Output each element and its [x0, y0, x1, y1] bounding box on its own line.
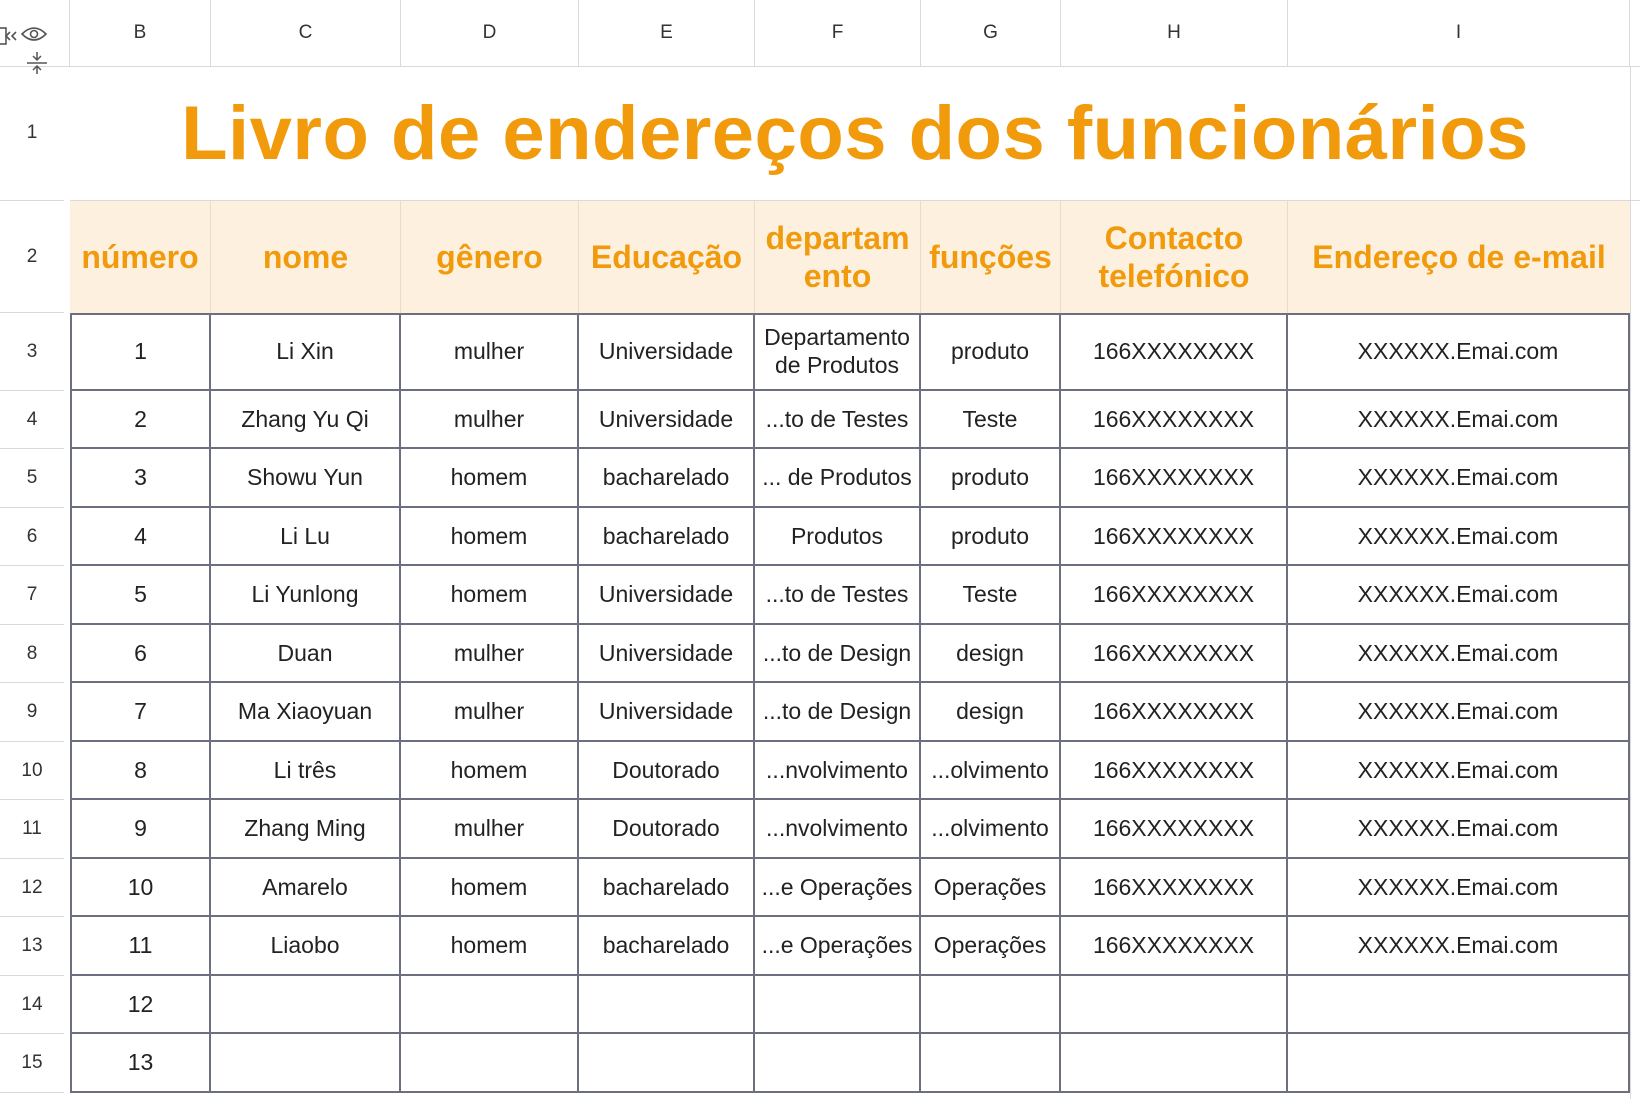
- header-cell-numero[interactable]: número: [70, 201, 211, 313]
- cell-funcoes[interactable]: ...olvimento: [921, 742, 1061, 800]
- row-header[interactable]: 3: [0, 313, 64, 391]
- cell-genero[interactable]: mulher: [401, 391, 579, 449]
- table-row: [70, 625, 1630, 683]
- cell-nome[interactable]: Amarelo: [211, 859, 401, 917]
- cell-contacto[interactable]: 166XXXXXXXX: [1061, 313, 1288, 391]
- sheet-title-cell[interactable]: Livro de endereços dos funcionários: [70, 66, 1640, 201]
- cell-educacao[interactable]: bacharelado: [579, 508, 755, 566]
- cell-email[interactable]: XXXXXX.Emai.com: [1288, 625, 1630, 683]
- cell-contacto[interactable]: [1061, 976, 1288, 1034]
- cell-numero[interactable]: 6: [70, 625, 211, 683]
- table-row: [70, 917, 1630, 976]
- cell-contacto[interactable]: 166XXXXXXXX: [1061, 859, 1288, 917]
- cell-genero[interactable]: homem: [401, 742, 579, 800]
- cell-email[interactable]: XXXXXX.Emai.com: [1288, 313, 1630, 391]
- cell-genero[interactable]: mulher: [401, 800, 579, 859]
- cell-contacto[interactable]: 166XXXXXXXX: [1061, 742, 1288, 800]
- row-header[interactable]: 5: [0, 449, 64, 508]
- cell-funcoes[interactable]: produto: [921, 449, 1061, 508]
- cell-departamento[interactable]: [755, 1034, 921, 1093]
- cell-nome[interactable]: [211, 976, 401, 1034]
- cell-departamento[interactable]: ...nvolvimento: [755, 800, 921, 859]
- header-cell-contacto[interactable]: Contacto telefónico: [1061, 201, 1288, 313]
- cell-educacao[interactable]: bacharelado: [579, 859, 755, 917]
- grid-edge: [1630, 66, 1640, 1099]
- cell-email[interactable]: XXXXXX.Emai.com: [1288, 859, 1630, 917]
- cell-genero[interactable]: mulher: [401, 625, 579, 683]
- cell-nome[interactable]: Li três: [211, 742, 401, 800]
- cell-educacao[interactable]: Universidade: [579, 625, 755, 683]
- cell-funcoes[interactable]: [921, 1034, 1061, 1093]
- cell-educacao[interactable]: Universidade: [579, 683, 755, 742]
- cell-funcoes[interactable]: Operações: [921, 917, 1061, 976]
- row-header[interactable]: 8: [0, 625, 64, 683]
- cell-email[interactable]: XXXXXX.Emai.com: [1288, 800, 1630, 859]
- table-row: [70, 391, 1630, 449]
- row-header[interactable]: 7: [0, 566, 64, 625]
- cell-email[interactable]: XXXXXX.Emai.com: [1288, 508, 1630, 566]
- cell-numero[interactable]: 11: [70, 917, 211, 976]
- cell-contacto[interactable]: [1061, 1034, 1288, 1093]
- eye-icon[interactable]: [20, 24, 48, 44]
- cell-email[interactable]: [1288, 976, 1630, 1034]
- cell-funcoes[interactable]: design: [921, 625, 1061, 683]
- table-row: [70, 976, 1630, 1034]
- cell-contacto[interactable]: 166XXXXXXXX: [1061, 566, 1288, 625]
- table-row: [70, 683, 1630, 742]
- cell-email[interactable]: XXXXXX.Emai.com: [1288, 917, 1630, 976]
- table-row: [70, 508, 1630, 566]
- cell-contacto[interactable]: 166XXXXXXXX: [1061, 625, 1288, 683]
- column-header-d[interactable]: D: [401, 0, 579, 66]
- header-cell-funcoes[interactable]: funções: [921, 201, 1061, 313]
- header-cell-departamento[interactable]: departam ento: [755, 201, 921, 313]
- cell-departamento[interactable]: ...to de Testes: [755, 566, 921, 625]
- cell-genero[interactable]: homem: [401, 449, 579, 508]
- table-header-row: [70, 201, 1630, 313]
- row-header[interactable]: 15: [0, 1034, 64, 1093]
- header-cell-educacao[interactable]: Educação: [579, 201, 755, 313]
- cell-departamento[interactable]: Departamento de Produtos: [755, 313, 921, 391]
- row-header[interactable]: 12: [0, 859, 64, 917]
- header-cell-genero[interactable]: gênero: [401, 201, 579, 313]
- cell-departamento[interactable]: ...to de Design: [755, 683, 921, 742]
- header-cell-nome[interactable]: nome: [211, 201, 401, 313]
- cell-nome[interactable]: Showu Yun: [211, 449, 401, 508]
- cell-funcoes[interactable]: ...olvimento: [921, 800, 1061, 859]
- cell-nome[interactable]: Zhang Yu Qi: [211, 391, 401, 449]
- cell-departamento[interactable]: ...to de Testes: [755, 391, 921, 449]
- cell-contacto[interactable]: 166XXXXXXXX: [1061, 917, 1288, 976]
- cell-genero[interactable]: mulher: [401, 683, 579, 742]
- cell-genero[interactable]: mulher: [401, 313, 579, 391]
- cell-contacto[interactable]: 166XXXXXXXX: [1061, 508, 1288, 566]
- cell-nome[interactable]: Duan: [211, 625, 401, 683]
- cell-funcoes[interactable]: [921, 976, 1061, 1034]
- cell-numero[interactable]: 9: [70, 800, 211, 859]
- cell-funcoes[interactable]: design: [921, 683, 1061, 742]
- freeze-columns-icon[interactable]: [0, 24, 20, 48]
- cell-contacto[interactable]: 166XXXXXXXX: [1061, 800, 1288, 859]
- cell-educacao[interactable]: Universidade: [579, 566, 755, 625]
- column-header-i[interactable]: I: [1288, 0, 1630, 66]
- cell-numero[interactable]: 2: [70, 391, 211, 449]
- cell-email[interactable]: XXXXXX.Emai.com: [1288, 449, 1630, 508]
- row-header[interactable]: 13: [0, 917, 64, 976]
- cell-email[interactable]: XXXXXX.Emai.com: [1288, 742, 1630, 800]
- table-row: [70, 742, 1630, 800]
- cell-numero[interactable]: 1: [70, 313, 211, 391]
- table-row: [70, 859, 1630, 917]
- cell-educacao[interactable]: Doutorado: [579, 800, 755, 859]
- column-header-f[interactable]: F: [755, 0, 921, 66]
- header-cell-email[interactable]: Endereço de e-mail: [1312, 239, 1606, 275]
- cell-nome[interactable]: Ma Xiaoyuan: [211, 683, 401, 742]
- row-header[interactable]: 10: [0, 742, 64, 800]
- cell-educacao[interactable]: Universidade: [579, 313, 755, 391]
- cell-educacao[interactable]: [579, 1034, 755, 1093]
- row-header[interactable]: 4: [0, 391, 64, 449]
- cell-departamento[interactable]: ... de Produtos: [755, 449, 921, 508]
- cell-departamento[interactable]: ...nvolvimento: [755, 742, 921, 800]
- cell-genero[interactable]: homem: [401, 917, 579, 976]
- cell-funcoes[interactable]: Operações: [921, 859, 1061, 917]
- select-all-corner[interactable]: [0, 0, 70, 66]
- cell-nome[interactable]: Li Lu: [211, 508, 401, 566]
- cell-contacto[interactable]: 166XXXXXXXX: [1061, 391, 1288, 449]
- cell-educacao[interactable]: bacharelado: [579, 449, 755, 508]
- cell-contacto[interactable]: 166XXXXXXXX: [1061, 683, 1288, 742]
- cell-genero[interactable]: [401, 976, 579, 1034]
- cell-genero[interactable]: homem: [401, 508, 579, 566]
- cell-email[interactable]: XXXXXX.Emai.com: [1288, 683, 1630, 742]
- cell-funcoes[interactable]: Teste: [921, 566, 1061, 625]
- cell-genero[interactable]: [401, 1034, 579, 1093]
- table-row: [70, 800, 1630, 859]
- cell-educacao[interactable]: [579, 976, 755, 1034]
- column-header-e[interactable]: E: [579, 0, 755, 66]
- cell-email[interactable]: [1288, 1034, 1630, 1093]
- row-header[interactable]: 11: [0, 800, 64, 859]
- cell-educacao[interactable]: bacharelado: [579, 917, 755, 976]
- cell-email[interactable]: XXXXXX.Emai.com: [1288, 391, 1630, 449]
- cell-numero[interactable]: 4: [70, 508, 211, 566]
- cell-departamento[interactable]: ...e Operações: [755, 859, 921, 917]
- column-header-bar: [0, 0, 1640, 67]
- cell-contacto[interactable]: 166XXXXXXXX: [1061, 449, 1288, 508]
- cell-nome[interactable]: Liaobo: [211, 917, 401, 976]
- cell-numero[interactable]: 7: [70, 683, 211, 742]
- cell-departamento[interactable]: ...e Operações: [755, 917, 921, 976]
- cell-numero[interactable]: 8: [70, 742, 211, 800]
- table-row: [70, 566, 1630, 625]
- cell-educacao[interactable]: Doutorado: [579, 742, 755, 800]
- table-row: [70, 313, 1630, 391]
- cell-numero[interactable]: 12: [70, 976, 211, 1034]
- row-header[interactable]: 6: [0, 508, 64, 566]
- cell-nome[interactable]: Zhang Ming: [211, 800, 401, 859]
- cell-funcoes[interactable]: produto: [921, 508, 1061, 566]
- cell-numero[interactable]: 3: [70, 449, 211, 508]
- cell-departamento[interactable]: [755, 976, 921, 1034]
- column-header-b[interactable]: B: [70, 0, 211, 66]
- cell-funcoes[interactable]: produto: [921, 313, 1061, 391]
- table-row: [70, 1034, 1630, 1093]
- column-header-c[interactable]: C: [211, 0, 401, 66]
- cell-nome[interactable]: [211, 1034, 401, 1093]
- cell-numero[interactable]: 10: [70, 859, 211, 917]
- cell-numero[interactable]: 13: [70, 1034, 211, 1093]
- cell-nome[interactable]: Li Xin: [211, 313, 401, 391]
- cell-departamento[interactable]: Produtos: [755, 508, 921, 566]
- cell-genero[interactable]: homem: [401, 859, 579, 917]
- column-header-g[interactable]: G: [921, 0, 1061, 66]
- cell-genero[interactable]: homem: [401, 566, 579, 625]
- cell-funcoes[interactable]: Teste: [921, 391, 1061, 449]
- cell-nome[interactable]: Li Yunlong: [211, 566, 401, 625]
- cell-email[interactable]: XXXXXX.Emai.com: [1288, 566, 1630, 625]
- cell-numero[interactable]: 5: [70, 566, 211, 625]
- table-row: [70, 449, 1630, 508]
- row-header[interactable]: 1: [0, 66, 64, 201]
- row-header[interactable]: 2: [0, 201, 64, 313]
- row-header[interactable]: 9: [0, 683, 64, 742]
- cell-educacao[interactable]: Universidade: [579, 391, 755, 449]
- row-header[interactable]: 14: [0, 976, 64, 1034]
- cell-departamento[interactable]: ...to de Design: [755, 625, 921, 683]
- column-header-h[interactable]: H: [1061, 0, 1288, 66]
